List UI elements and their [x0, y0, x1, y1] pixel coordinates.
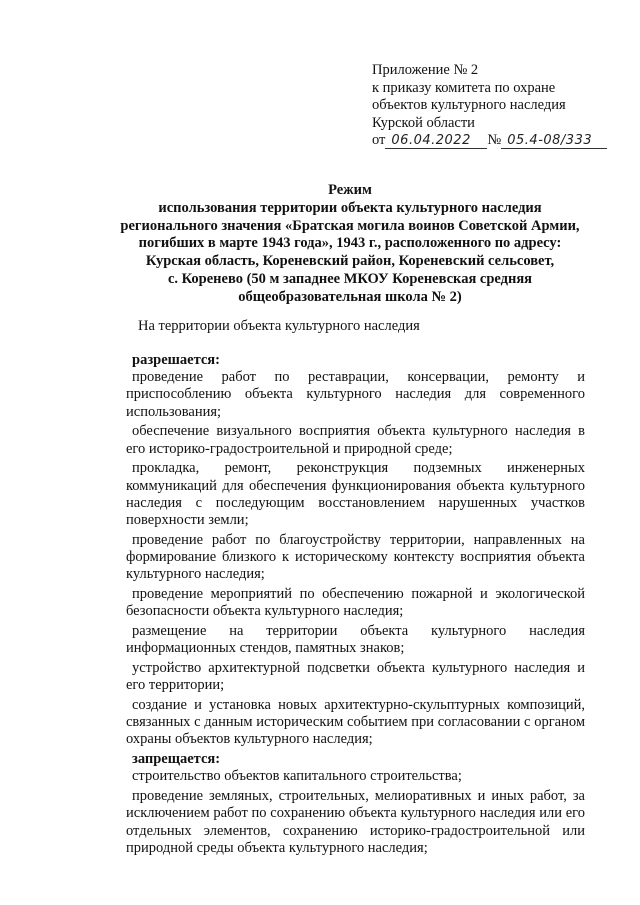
title-line: Курская область, Кореневский район, Кореневский сельсовет, [145, 253, 555, 270]
annex-line: к приказу комитета по охране [372, 79, 556, 96]
forbidden-heading: запрещается: [132, 751, 221, 768]
intro-text: На территории объекта культурного наследия [138, 318, 420, 334]
document-title [100, 182, 600, 307]
annex-title: Приложение № 2 [372, 62, 479, 78]
forbidden-item: проведение земляных, строительных, мелиоративных и иных работ, за исключением работ по сохранению объекта культурного наследия или его отдельных элементов, сохранению историко-градостроительной или природной среды объекта культурного наследия; [126, 788, 585, 856]
handwritten-number: 05.4-08/333 [501, 133, 607, 149]
document-body [126, 352, 585, 857]
annex-line: объектов культурного наследия [372, 97, 566, 113]
title-line: погибших в марте 1943 года», 1943 г., расположенного по адресу: [138, 235, 562, 252]
allowed-item: прокладка, ремонт, реконструкция подземных инженерных коммуникаций для обеспечения функционирования объекта культурного наследия с последующим восстановлением нарушенных участков поверхности земли; [126, 460, 585, 529]
title-line: общеобразовательная школа № 2) [238, 288, 462, 305]
annex-date-number [372, 132, 634, 150]
title-line: использования территории объекта культурного наследия [158, 199, 542, 216]
allowed-item: создание и установка новых архитектурно-скульптурных композиций, связанных с данным историческим событием при согласовании с органом охраны объектов культурного наследия; [126, 697, 585, 748]
forbidden-item: строительство объектов капитального строительства; [132, 768, 462, 785]
handwritten-date: 06.04.2022 [385, 133, 487, 149]
allowed-item: размещение на территории объекта культурного наследия информационных стендов, памятных знаков; [126, 623, 585, 657]
title-heading: Режим [328, 182, 372, 198]
allowed-heading: разрешается: [132, 352, 220, 368]
number-sign: № [487, 132, 502, 148]
allowed-item: устройство архитектурной подсветки объекта культурного наследия и его территории; [126, 660, 585, 694]
allowed-item: проведение работ по благоустройству территории, направленных на формирование близкого к историческому контексту восприятия объекта культурного наследия; [126, 531, 585, 583]
annex-line: Курской области [372, 114, 475, 131]
title-line: с. Коренево (50 м западнее МКОУ Кореневская средняя [167, 270, 533, 287]
allowed-item: проведение мероприятий по обеспечению пожарной и экологической безопасности объекта культурного наследия; [126, 586, 585, 620]
title-line: регионального значения «Братская могила воинов Советской Армии, [120, 217, 580, 234]
date-prefix: от [372, 132, 386, 148]
annex-block [372, 62, 634, 150]
allowed-item: обеспечение визуального восприятия объекта культурного наследия в его историко-градостроительной и природной среде; [126, 423, 585, 457]
allowed-item: проведение работ по реставрации, консервации, ремонту и приспособлению объекта культурного наследия для современного использования; [126, 369, 585, 420]
